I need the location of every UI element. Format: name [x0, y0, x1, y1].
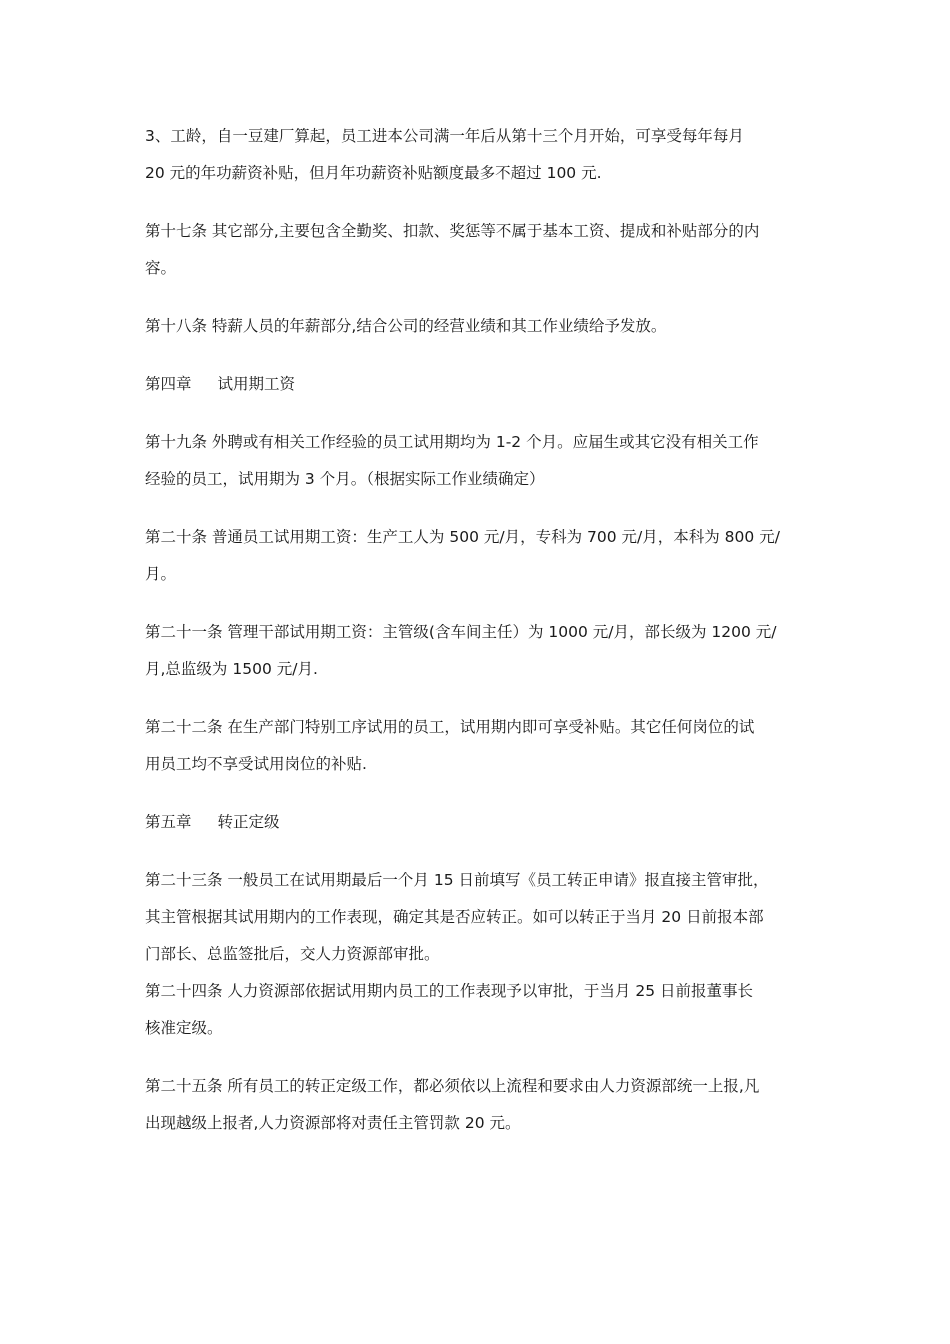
document-page [145, 118, 810, 1142]
chapter-heading-4 [145, 366, 810, 403]
text-line: 第二十条 普通员工试用期工资：生产工人为 500 元/月，专科为 700 元/月，本科为 800 元/ [145, 528, 780, 546]
text-line: 核准定级。 [145, 1019, 223, 1037]
paragraph-article-23 [145, 862, 810, 973]
text-line: 其主管根据其试用期内的工作表现，确定其是否应转正。如可以转正于当月 20 日前报本部 [145, 908, 764, 926]
text-line: 经验的员工，试用期为 3 个月。（根据实际工作业绩确定） [145, 470, 545, 488]
text-line: 月,总监级为 1500 元/月. [145, 660, 318, 678]
text-line: 第二十一条 管理干部试用期工资：主管级(含车间主任）为 1000 元/月，部长级为 1200 元/ [145, 623, 777, 641]
paragraph-article-21 [145, 614, 810, 688]
chapter-number: 第四章 [145, 375, 192, 393]
paragraph-article-20 [145, 519, 810, 593]
text-line: 第二十五条 所有员工的转正定级工作，都必须依以上流程和要求由人力资源部统一上报,凡 [145, 1077, 760, 1095]
text-line: 第十七条 其它部分,主要包含全勤奖、扣款、奖惩等不属于基本工资、提成和补贴部分的内 [145, 222, 760, 240]
paragraph-article-24 [145, 973, 810, 1047]
chapter-heading-5 [145, 804, 810, 841]
text-line: 3、工龄，自一豆建厂算起，员工进本公司满一年后从第十三个月开始，可享受每年每月 [145, 127, 744, 145]
text-line: 第十九条 外聘或有相关工作经验的员工试用期均为 1-2 个月。应届生或其它没有相关工作 [145, 433, 759, 451]
paragraph-article-25 [145, 1068, 810, 1142]
chapter-title: 转正定级 [217, 813, 280, 831]
paragraph-article-17 [145, 213, 810, 287]
paragraph-article-18 [145, 308, 810, 345]
text-line: 月。 [145, 565, 177, 583]
paragraph-article-22 [145, 709, 810, 783]
text-line: 第十八条 特薪人员的年薪部分,结合公司的经营业绩和其工作业绩给予发放。 [145, 317, 667, 335]
text-line: 第二十四条 人力资源部依据试用期内员工的工作表现予以审批，于当月 25 日前报董事长 [145, 982, 754, 1000]
text-line: 第二十三条 一般员工在试用期最后一个月 15 日前填写《员工转正申请》报直接主管审批， [145, 871, 769, 889]
text-line: 第二十二条 在生产部门特别工序试用的员工，试用期内即可享受补贴。其它任何岗位的试 [145, 718, 755, 736]
text-line: 20 元的年功薪资补贴，但月年功薪资补贴额度最多不超过 100 元. [145, 164, 602, 182]
paragraph-seniority [145, 118, 810, 192]
chapter-number: 第五章 [145, 813, 192, 831]
text-line: 出现越级上报者,人力资源部将对责任主管罚款 20 元。 [145, 1114, 521, 1132]
text-line: 门部长、总监签批后，交人力资源部审批。 [145, 945, 440, 963]
paragraph-article-19 [145, 424, 810, 498]
text-line: 用员工均不享受试用岗位的补贴. [145, 755, 367, 773]
text-line: 容。 [145, 259, 177, 277]
chapter-title: 试用期工资 [217, 375, 296, 393]
